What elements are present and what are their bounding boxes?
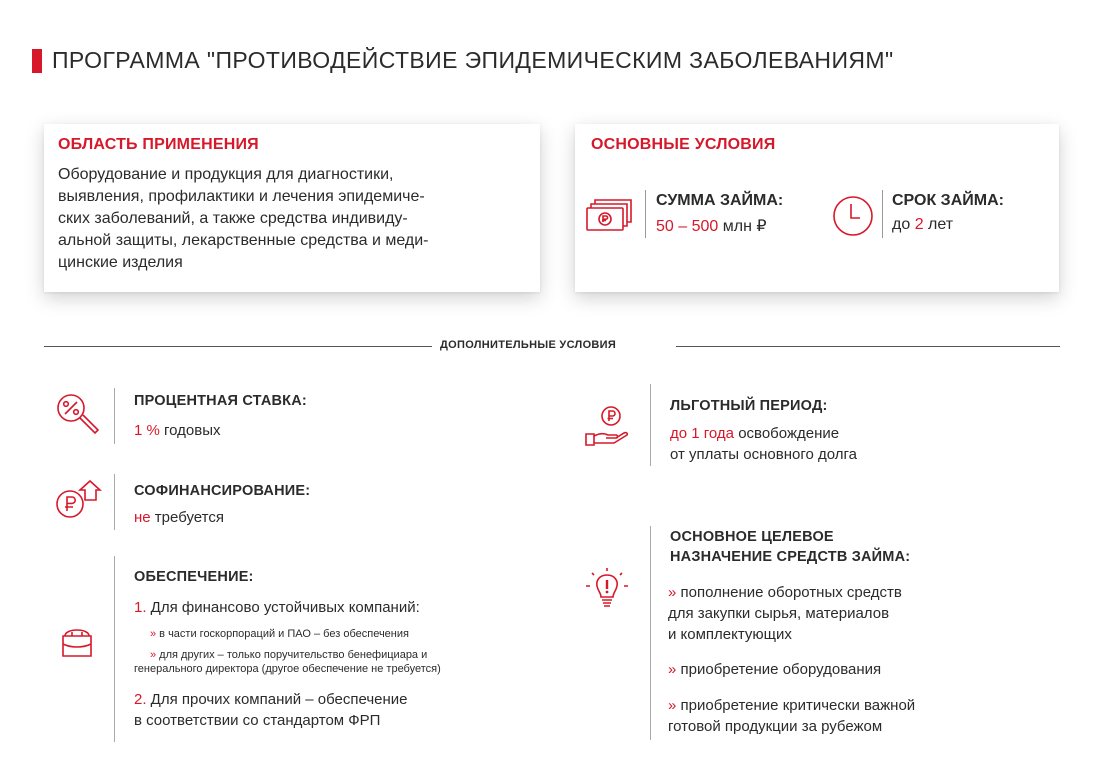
divider: [650, 384, 651, 466]
grace-rest: освобождение: [734, 425, 840, 442]
collateral-item-1-text: Для финансово устойчивых компаний:: [146, 599, 420, 616]
money-stack-icon: [585, 196, 637, 232]
wallet-icon: [59, 624, 95, 660]
loan-term-number: 2: [914, 216, 924, 233]
divider: [650, 526, 651, 740]
grace-line-2: от уплаты основного долга: [670, 446, 857, 463]
purpose-label-line-2: НАЗНАЧЕНИЕ СРЕДСТВ ЗАЙМА:: [670, 549, 911, 565]
collateral-item-2: [134, 690, 408, 710]
bullet-icon: »: [668, 661, 677, 678]
page-title: ПРОГРАММА "ПРОТИВОДЕЙСТВИЕ ЭПИДЕМИЧЕСКИМ ЗАБОЛЕВАНИЯМ": [52, 47, 894, 73]
collateral-sub-2: [150, 648, 427, 662]
purpose-item-3: [668, 696, 915, 716]
interest-value: [134, 421, 221, 441]
ruble-growth-icon: [54, 478, 102, 520]
cofinancing-value: [134, 508, 224, 528]
scope-line: альной защиты, лекарственные средства и меди-: [58, 232, 429, 249]
collateral-item-2-text: Для прочих компаний – обеспечение: [146, 691, 408, 708]
separator-right: [676, 346, 1060, 347]
interest-unit: годовых: [159, 422, 221, 439]
collateral-label: ОБЕСПЕЧЕНИЕ:: [134, 569, 254, 585]
divider: [114, 556, 115, 742]
additional-title: ДОПОЛНИТЕЛЬНЫЕ УСЛОВИЯ: [440, 339, 617, 351]
bullet-icon: »: [668, 697, 677, 714]
loan-term-label: СРОК ЗАЙМА:: [892, 192, 1004, 209]
collateral-sub-1-text: в части госкорпораций и ПАО – без обеспечения: [156, 628, 409, 640]
divider: [114, 388, 115, 444]
divider: [645, 190, 646, 238]
bullet-icon: »: [668, 584, 677, 601]
collateral-item-2-line-2: в соответствии со стандартом ФРП: [134, 712, 381, 729]
scope-line: ских заболеваний, а также средства индивиду-: [58, 210, 408, 227]
collateral-item-2-number: 2.: [134, 691, 147, 708]
collateral-sub-2-text: для других – только поручительство бенефициара и: [156, 649, 428, 661]
loan-amount-value: [656, 216, 767, 236]
separator-left: [44, 346, 432, 347]
loan-term-unit: лет: [923, 216, 954, 233]
collateral-sub-1: [150, 627, 409, 641]
loan-amount-unit: млн ₽: [718, 218, 767, 235]
percent-magnifier-icon: [55, 392, 101, 438]
purpose-item-3-line-2: готовой продукции за рубежом: [668, 718, 883, 735]
loan-amount-label: СУММА ЗАЙМА:: [656, 192, 784, 209]
loan-term-prefix: до: [892, 216, 915, 233]
scope-card: [44, 124, 540, 292]
cofinancing-not: не: [134, 509, 151, 526]
purpose-label-line-1: ОСНОВНОЕ ЦЕЛЕВОЕ: [670, 529, 834, 545]
loan-term-value: [892, 216, 953, 234]
grace-label: ЛЬГОТНЫЙ ПЕРИОД:: [670, 398, 828, 414]
purpose-item-3-text: приобретение критически важной: [676, 697, 916, 714]
purpose-item-2-text: приобретение оборудования: [676, 661, 882, 678]
purpose-item-1-line-2: для закупки сырья, материалов: [668, 605, 890, 622]
collateral-sub-2-line-2: генерального директора (другое обеспечение не требуется): [134, 663, 441, 675]
grace-period-value: до 1 года: [670, 425, 735, 442]
main-terms-card: [575, 124, 1059, 292]
divider: [114, 474, 115, 530]
scope-line: цинские изделия: [58, 254, 183, 271]
main-terms-title: ОСНОВНЫЕ УСЛОВИЯ: [591, 136, 776, 153]
grace-value: [670, 424, 839, 444]
scope-line: Оборудование и продукция для диагностики,: [58, 166, 394, 183]
header-accent-bar: [32, 49, 42, 73]
purpose-item-1-line-3: и комплектующих: [668, 626, 792, 643]
collateral-item-1-number: 1.: [134, 599, 147, 616]
purpose-item-1: [668, 583, 902, 603]
collateral-item-1: [134, 598, 420, 618]
bullet-icon: »: [150, 649, 157, 661]
lightbulb-icon: [584, 566, 630, 612]
cofinancing-label: СОФИНАНСИРОВАНИЕ:: [134, 483, 311, 499]
bullet-icon: »: [150, 628, 157, 640]
divider: [882, 190, 883, 238]
scope-line: выявления, профилактики и лечения эпидемиче-: [58, 188, 425, 205]
interest-label: ПРОЦЕНТНАЯ СТАВКА:: [134, 393, 307, 409]
purpose-item-1-text: пополнение оборотных средств: [676, 584, 902, 601]
interest-number: 1 %: [134, 422, 160, 439]
hand-ruble-icon: [584, 404, 630, 446]
scope-text: [58, 164, 528, 274]
cofinancing-rest: требуется: [150, 509, 224, 526]
loan-amount-number: 50 – 500: [656, 218, 719, 235]
scope-title: ОБЛАСТЬ ПРИМЕНЕНИЯ: [58, 136, 259, 153]
purpose-item-2: [668, 660, 881, 680]
clock-icon: [831, 194, 875, 238]
